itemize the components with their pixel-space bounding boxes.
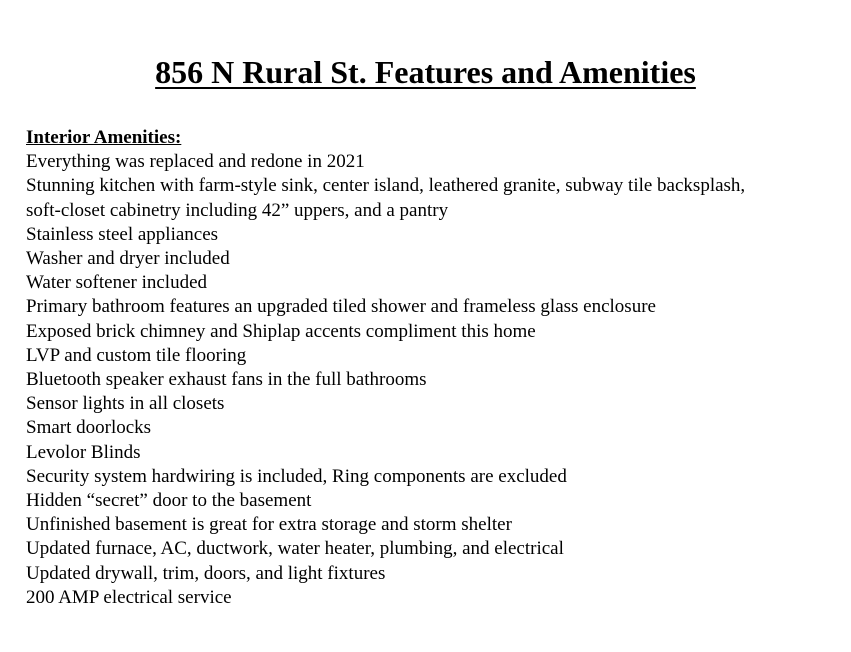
amenity-item: Unfinished basement is great for extra storage and storm shelter (26, 514, 512, 536)
amenity-item: 200 AMP electrical service (26, 586, 232, 608)
amenity-item: Updated furnace, AC, ductwork, water heater, plumbing, and electrical (26, 538, 564, 560)
amenity-item: Primary bathroom features an upgraded tiled shower and frameless glass enclosure (26, 296, 656, 318)
document-body (26, 126, 836, 610)
amenity-item: Updated drywall, trim, doors, and light fixtures (26, 562, 386, 584)
amenity-item: Washer and dryer included (26, 248, 230, 270)
section-heading-interior-amenities: Interior Amenities: (26, 127, 182, 148)
amenity-item: Bluetooth speaker exhaust fans in the full bathrooms (26, 369, 427, 391)
page-title: 856 N Rural St. Features and Amenities (155, 54, 696, 90)
amenity-item: Everything was replaced and redone in 2021 (26, 151, 365, 173)
amenity-item: LVP and custom tile flooring (26, 344, 247, 366)
amenity-item: Water softener included (26, 272, 208, 294)
amenity-list (26, 150, 836, 610)
amenity-item: soft-closet cabinetry including 42” uppers, and a pantry (26, 199, 449, 221)
amenity-item: Exposed brick chimney and Shiplap accents compliment this home (26, 320, 536, 342)
amenity-item: Levolor Blinds (26, 441, 141, 463)
amenity-item: Security system hardwiring is included, Ring components are excluded (26, 465, 567, 487)
amenity-item: Stainless steel appliances (26, 223, 219, 245)
amenity-item: Smart doorlocks (26, 417, 152, 439)
amenity-item: Stunning kitchen with farm-style sink, center island, leathered granite, subway tile backsplash, (26, 175, 746, 197)
amenity-item: Hidden “secret” door to the basement (26, 490, 312, 512)
amenity-item: Sensor lights in all closets (26, 393, 225, 415)
